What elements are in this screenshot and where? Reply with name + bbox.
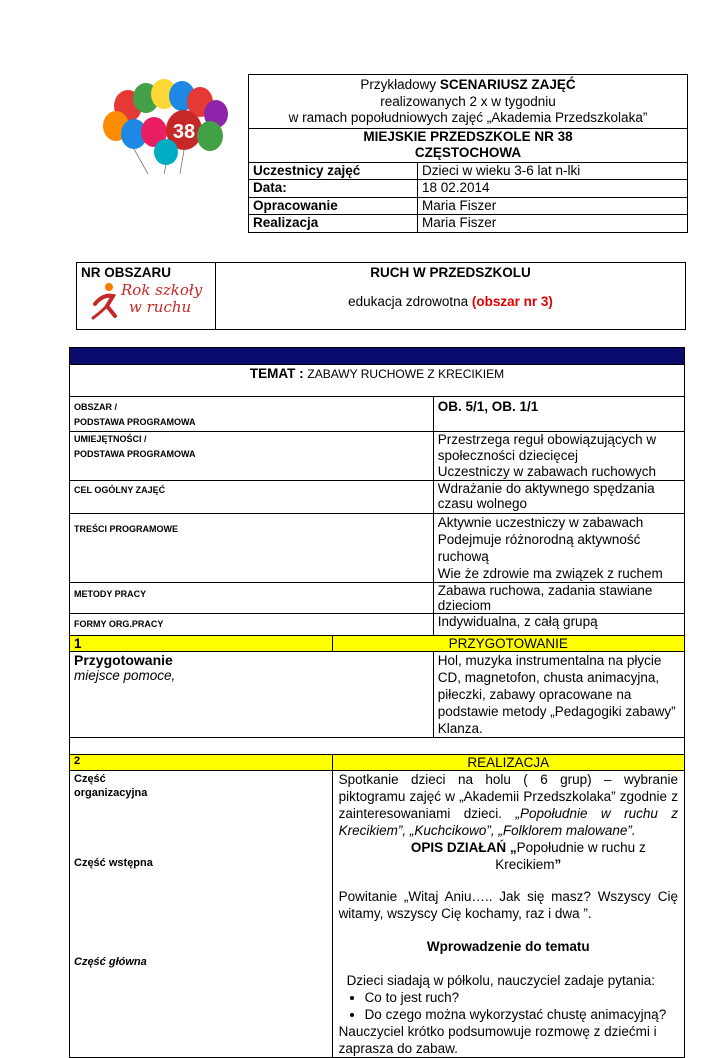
header-table	[248, 74, 688, 233]
header-row: Realizacja Maria Fiszer	[249, 215, 688, 233]
header-row: Data: 18 02.2014	[249, 180, 688, 198]
temat-value: ZABAWY RUCHOWE Z KRECIKIEM	[307, 367, 505, 381]
wprowadzenie-heading: Wprowadzenie do tematu	[426, 939, 590, 954]
wstep-text: Powitanie „Witaj Aniu….. Jak się masz? Wszyscy Cię witamy, wszyscy Cię kochamy, raz i dwa ”.	[338, 889, 678, 921]
area-subtitle: edukacja zdrowotna (obszar nr 3)	[348, 294, 553, 309]
running-figure-icon	[91, 282, 121, 322]
area-table	[76, 262, 686, 330]
question-list	[339, 989, 678, 1023]
list-item: • Co to jest ruch?	[365, 989, 678, 1006]
school-city: CZĘSTOCHOWA	[414, 145, 522, 160]
header-row: Uczestnicy zajęć Dzieci w wieku 3-6 lat n-lki	[249, 162, 688, 180]
header-row: Opracowanie Maria Fiszer	[249, 197, 688, 215]
scenario-table: TEMAT : ZABAWY RUCHOWE Z KRECIKIEM OBSZAR / PODSTAWA PROGRAMOWA OB. 5/1, OB. 1/1 UMIEJĘTNOŚCI / PODSTAWA PROGRAMOWA Przestrzega reguł obowiązujących w społeczności dziecięcej Uczestniczy w zabawach ruchowych CEL OGÓLNY ZAJĘĆ Wdrażanie do aktywnego spędzania czasu wolnego TREŚCI PROGRAMOWE Aktywnie uczestniczy w zabawach Podejmuje różnorodną aktywność ruchową Wie że zdrowie ma związek z ruchem METODY PRACY Zabawa ruchowa, zadania stawiane dzieciom FORMY ORG.PRACY Indywidualna, z całą grupą 1 PRZYGOTOWANIE Przygotowanie miejsce pomoce, Hol, muzyka instrumentalna na płycie CD, magnetofon, chusta animacyjna, piłeczki, zabawy opracowane na podstawie metody „Pedagogiki zabawy” Klanza. 2 REALIZACJA Część organizacyjna Część wstępna Część główna Spotkanie dzieci na holu ( 6 grup) – wybranie piktogramu zajęć w „Akademii Przedszkolaka” zgodnie z zainteresowaniami dzieci. „Popołudnie w ruchu z Krecikiem”, „Kuchcikowo”, „Folklorem malowane”. OPIS DZIAŁAŃ „Popołudnie w ruchu z Krecikiem” Powitanie „Witaj Aniu….. Jak się masz? Wszyscy Cię witamy, wszyscy Cię kochamy, raz i dwa ”. Wprowadzenie do tematu Dzieci siadają w półkolu, nauczyciel zadaje pytania: • Co to jest ruch? • Do czego można wykorzystać chustę animacyjną? Nauczyciel krótko podsumowuje rozmowę z dziećmi i zaprasza do zabaw.	[69, 347, 685, 1058]
header-line1: Przykładowy SCENARIUSZ ZAJĘĆ	[360, 77, 576, 92]
section-2-number: 2	[70, 755, 333, 771]
obszar-value: OB. 5/1, OB. 1/1	[433, 397, 684, 432]
header-line3: w ramach popołudniowych zajęć „Akademia Przedszkolaka”	[288, 110, 648, 125]
list-item: • Do czego można wykorzystać chustę animacyjną?	[365, 1006, 678, 1023]
area-label: NR OBSZARU	[81, 265, 171, 280]
logo-number: 38	[172, 121, 196, 143]
header-line2: realizowanych 2 x w tygodniu	[380, 93, 556, 109]
area-title: RUCH W PRZEDSZKOLU	[370, 265, 531, 280]
section-1-number: 1	[70, 636, 333, 652]
school-name: MIEJSKIE PRZEDSZKOLE NR 38	[363, 128, 573, 144]
przygotowanie-text: Hol, muzyka instrumentalna na płycie CD, magnetofon, chusta animacyjna, piłeczki, zabawy opracowane na podstawie metody „Pedagogiki zabawy” Klanza.	[433, 652, 684, 738]
rok-szkoly-logo: Rok szkoły w ruchu	[81, 280, 211, 324]
temat-label: TEMAT :	[249, 366, 308, 381]
section-2-title: REALIZACJA	[332, 755, 684, 771]
section-1-title: PRZYGOTOWANIE	[332, 636, 684, 652]
kindergarten-logo	[88, 78, 238, 174]
navy-bar	[70, 348, 685, 365]
